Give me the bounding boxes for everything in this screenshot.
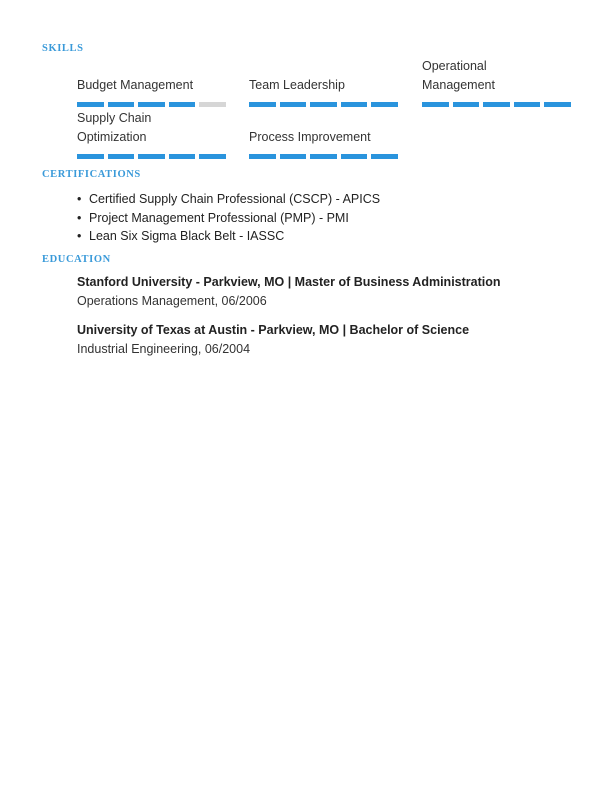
rating-segment-filled bbox=[483, 102, 510, 107]
rating-segment-filled bbox=[77, 154, 104, 159]
skill-operational-management bbox=[422, 60, 532, 107]
skill-label: Team Leadership bbox=[249, 78, 345, 92]
certifications-list bbox=[77, 190, 380, 246]
skill-supply-chain-optimization bbox=[77, 112, 177, 159]
rating-segment-filled bbox=[310, 154, 337, 159]
certifications-heading: CERTIFICATIONS bbox=[42, 169, 141, 180]
rating-segment-empty bbox=[199, 102, 226, 107]
skill-rating-bar bbox=[77, 102, 226, 107]
skill-rating-bar bbox=[77, 154, 226, 159]
rating-segment-filled bbox=[280, 102, 307, 107]
bullet-icon: • bbox=[77, 229, 82, 243]
bullet-icon: • bbox=[77, 210, 82, 225]
rating-segment-filled bbox=[77, 102, 104, 107]
education-heading: EDUCATION bbox=[42, 254, 111, 265]
rating-segment-filled bbox=[514, 102, 541, 107]
skill-team-leadership bbox=[249, 60, 399, 107]
education-title: University of Texas at Austin - Parkview, MO | Bachelor of Science bbox=[77, 323, 470, 337]
rating-segment-filled bbox=[138, 154, 165, 159]
education-title: Stanford University - Parkview, MO | Master of Business Administration bbox=[77, 275, 501, 289]
list-item: • Lean Six Sigma Black Belt - IASSC bbox=[77, 227, 380, 246]
education-entry bbox=[77, 321, 469, 359]
rating-segment-filled bbox=[544, 102, 571, 107]
rating-segment-filled bbox=[371, 102, 398, 107]
education-detail: Operations Management, 06/2006 bbox=[77, 294, 267, 308]
skill-rating-bar bbox=[249, 154, 398, 159]
list-item: • Project Management Professional (PMP) - PMI bbox=[77, 209, 380, 228]
skill-budget-management bbox=[77, 60, 227, 107]
skill-label: Supply Chain Optimization bbox=[77, 111, 152, 144]
rating-segment-filled bbox=[199, 154, 226, 159]
rating-segment-filled bbox=[108, 102, 135, 107]
bullet-icon: • bbox=[77, 192, 82, 206]
skill-rating-bar bbox=[422, 102, 571, 107]
rating-segment-filled bbox=[249, 102, 276, 107]
skill-label: Process Improvement bbox=[249, 130, 371, 144]
rating-segment-filled bbox=[169, 154, 196, 159]
rating-segment-filled bbox=[453, 102, 480, 107]
rating-segment-filled bbox=[108, 154, 135, 159]
rating-segment-filled bbox=[371, 154, 398, 159]
skills-heading: SKILLS bbox=[42, 43, 84, 54]
rating-segment-filled bbox=[310, 102, 337, 107]
skill-rating-bar bbox=[249, 102, 398, 107]
skill-label: Operational Management bbox=[422, 59, 495, 92]
skill-label: Budget Management bbox=[77, 78, 194, 92]
rating-segment-filled bbox=[341, 154, 368, 159]
skill-process-improvement bbox=[249, 112, 399, 159]
rating-segment-filled bbox=[280, 154, 307, 159]
education-entry bbox=[77, 273, 501, 311]
rating-segment-filled bbox=[422, 102, 449, 107]
rating-segment-filled bbox=[249, 154, 276, 159]
rating-segment-filled bbox=[341, 102, 368, 107]
rating-segment-filled bbox=[138, 102, 165, 107]
education-detail: Industrial Engineering, 06/2004 bbox=[77, 342, 251, 356]
rating-segment-filled bbox=[169, 102, 196, 107]
list-item: • Certified Supply Chain Professional (CSCP) - APICS bbox=[77, 190, 380, 209]
